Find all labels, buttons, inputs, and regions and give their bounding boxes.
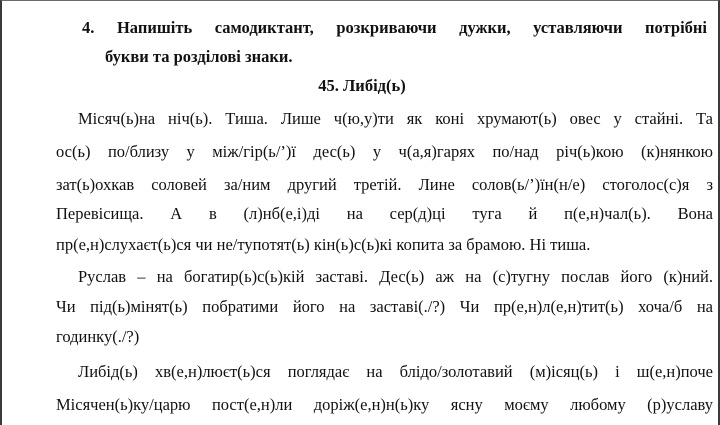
paragraph-3-line-1: Либід(ь) хв(е,н)люєт(ь)ся поглядає на блідо/золотавий (м)ісяц(ь) і ш(е,н)поче bbox=[78, 362, 713, 381]
paragraph-3-line-2: Місячен(ь)ку/царю пост(е,н)ли доріж(е,н)н(ь)ку ясну моєму любому (р)уславу bbox=[56, 395, 713, 414]
text-title: 45. Либід(ь) bbox=[318, 76, 406, 95]
paragraph-1-line-2: ос(ь) по/близу у між/гір(ь/’)ї дес(ь) у ч(а,я)гарях по/над річ(ь)кою (к)нянкою bbox=[56, 142, 713, 161]
paragraph-2-line-2: Чи під(ь)мінят(ь) побратими його на заставі(./?) Чи пр(е,н)л(е,н)тит(ь) хоча/б на bbox=[56, 297, 713, 316]
paragraph-1-line-4: Перевісища. А в (л)нб(е,і)ді на сер(д)ці туга й п(е,н)чал(ь). Вона bbox=[56, 204, 713, 223]
paragraph-2-line-3: годинку(./?) bbox=[56, 327, 140, 346]
paragraph-1-line-1: Місяч(ь)на ніч(ь). Тиша. Лише ч(ю,у)ти як коні хрумают(ь) овес у стайні. Та bbox=[78, 109, 713, 128]
task-line-2: букви та розділові знаки. bbox=[105, 47, 293, 66]
paragraph-1-line-5: пр(е,н)слухаєт(ь)ся чи не/тупотят(ь) кін(ь)с(ь)кі копита за брамою. Ні тиша. bbox=[56, 235, 591, 254]
task-instruction bbox=[82, 13, 707, 71]
task-line-1: 4. Напишіть самодиктант, розкриваючи дужки, уставляючи потрібні bbox=[82, 18, 707, 37]
paragraph-1-line-3: зат(ь)охкав соловей за/ним другий третій. Лине солов(ь/’)їн(н/е) стоголос(с)я з bbox=[56, 175, 713, 194]
paragraph-2-line-1: Руслав – на богатир(ь)с(ь)кій заставі. Дес(ь) аж на (с)тугну послав його (к)ний. bbox=[78, 267, 713, 286]
